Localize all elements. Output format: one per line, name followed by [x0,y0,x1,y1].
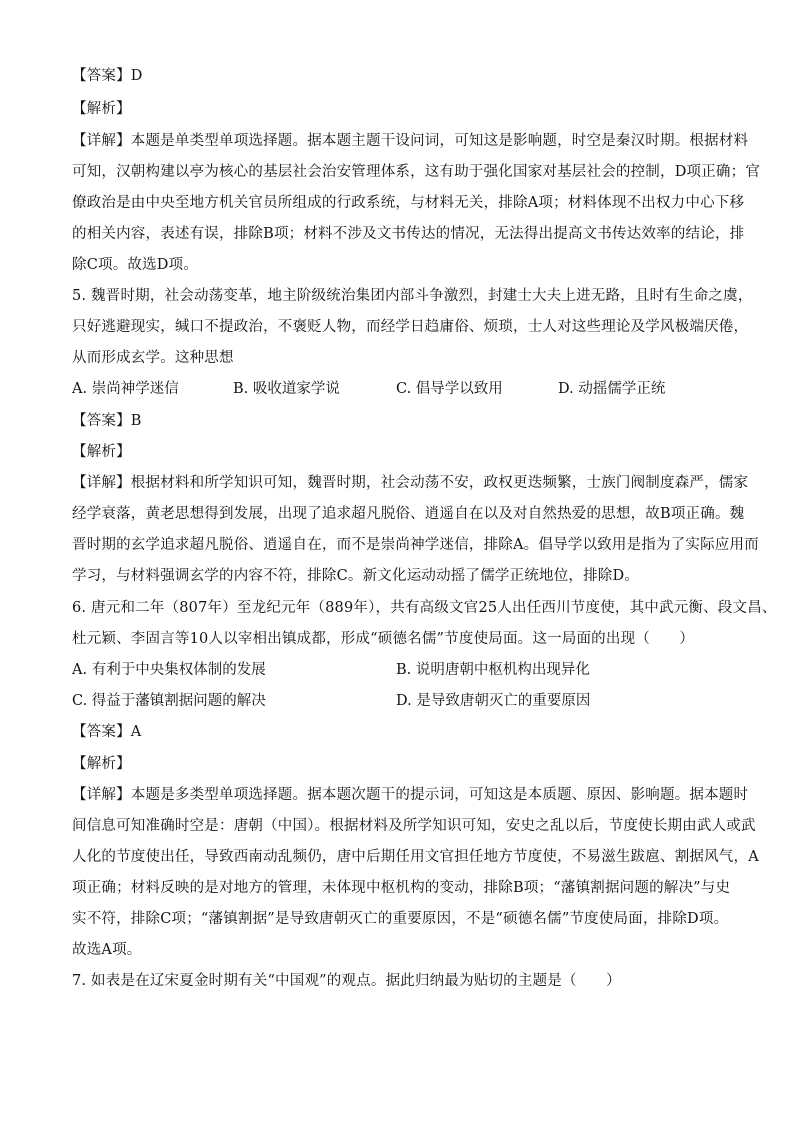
q5-option-d: D. 动摇儒学正统 [558,381,666,397]
q6-option-b: B. 说明唐朝中枢机构出现异化 [396,662,590,678]
q6-option-c: C. 得益于藩镇割据问题的解决 [72,693,266,709]
q4-detail-line: 僚政治是由中央至地方机关官员所组成的行政系统，与材料无关，排除A项；材料体现不出权力中心下移 [72,195,745,211]
q5-detail-line: 晋时期的玄学追求超凡脱俗、逍遥自在，而不是崇尚神学迷信，排除A。倡导学以致用是指为了实际应用而 [72,537,759,553]
q6-option-d: D. 是导致唐朝灭亡的重要原因 [396,693,591,709]
q6-stem-line: 6. 唐元和二年（807年）至龙纪元年（889年），共有高级文官25人出任西川节度使，其中武元衡、段文昌、 [72,600,777,616]
q6-stem-line: 杜元颖、李固言等10人以宰相出镇成都，形成“硕德名儒”节度使局面。这一局面的出现（ ） [72,631,695,647]
q4-detail-line: 的相关内容，表述有误，排除B项；材料不涉及文书传达的情况，无法得出提高文书传达效率的结论，排 [72,226,745,242]
q5-option-a: A. 崇尚神学迷信 [72,381,179,397]
q6-detail-line: 项正确；材料反映的是对地方的管理，未体现中枢机构的变动，排除B项；“藩镇割据问题的解决”与史 [72,880,731,896]
q6-analysis-title: 【解析】 [72,756,131,772]
q6-detail-line: 间信息可知准确时空是：唐朝（中国）。根据材料及所学知识可知，安史之乱以后，节度使长期由武人或武 [72,818,756,834]
q6-option-a: A. 有利于中央集权体制的发展 [72,662,266,678]
q7-stem: 7. 如表是在辽宋夏金时期有关“中国观”的观点。据此归纳最为贴切的主题是（ ） [72,973,621,989]
q5-detail-line: 学习，与材料强调玄学的内容不符，排除C。新文化运动动摇了儒学正统地位，排除D。 [72,568,640,584]
q4-analysis-title: 【解析】 [72,101,131,117]
q5-stem-line: 只好逃避现实，缄口不提政治，不褒贬人物，而经学日趋庸俗、烦琐，士人对这些理论及学风极端厌倦， [72,319,749,335]
q6-detail-line: 实不符，排除C项；“藩镇割据”是导致唐朝灭亡的重要原因，不是“硕德名儒”节度使局面，排除D项。 [72,911,729,927]
q4-answer: 【答案】D [72,68,143,84]
q5-detail-line: 经学衰落，黄老思想得到发展，出现了追求超凡脱俗、逍遥自在以及对自然热爱的思想，故B项正确。魏 [72,506,745,522]
q6-detail-line: 故选A项。 [72,942,142,958]
q4-detail-line: 【详解】本题是单类型单项选择题。据本题主题干设问词，可知这是影响题，时空是秦汉时期。根据材料 [72,133,749,149]
q5-option-c: C. 倡导学以致用 [396,381,503,397]
q6-detail-line: 人化的节度使出任，导致西南动乱频仍，唐中后期任用文官担任地方节度使，不易滋生跋扈、割据风气，A [72,849,759,865]
q5-stem-line: 从而形成玄学。这种思想 [72,350,234,366]
q4-detail-line: 除C项。故选D项。 [72,257,199,273]
q5-detail-line: 【详解】根据材料和所学知识可知，魏晋时期，社会动荡不安，政权更迭频繁，士族门阀制度森严，儒家 [72,475,749,491]
q5-analysis-title: 【解析】 [72,444,131,460]
q5-answer: 【答案】B [72,413,142,429]
q5-option-b: B. 吸收道家学说 [233,381,340,397]
q4-detail-line: 可知，汉朝构建以亭为核心的基层社会治安管理体系，这有助于强化国家对基层社会的控制，D项正确；官 [72,164,761,180]
q6-detail-line: 【详解】本题是多类型单项选择题。据本题次题干的提示词，可知这是本质题、原因、影响题。据本题时 [72,787,749,803]
q5-stem-line: 5. 魏晋时期，社会动荡变革，地主阶级统治集团内部斗争激烈，封建士大夫上进无路，且时有生命之虞， [72,288,753,304]
q6-answer: 【答案】A [72,724,142,740]
